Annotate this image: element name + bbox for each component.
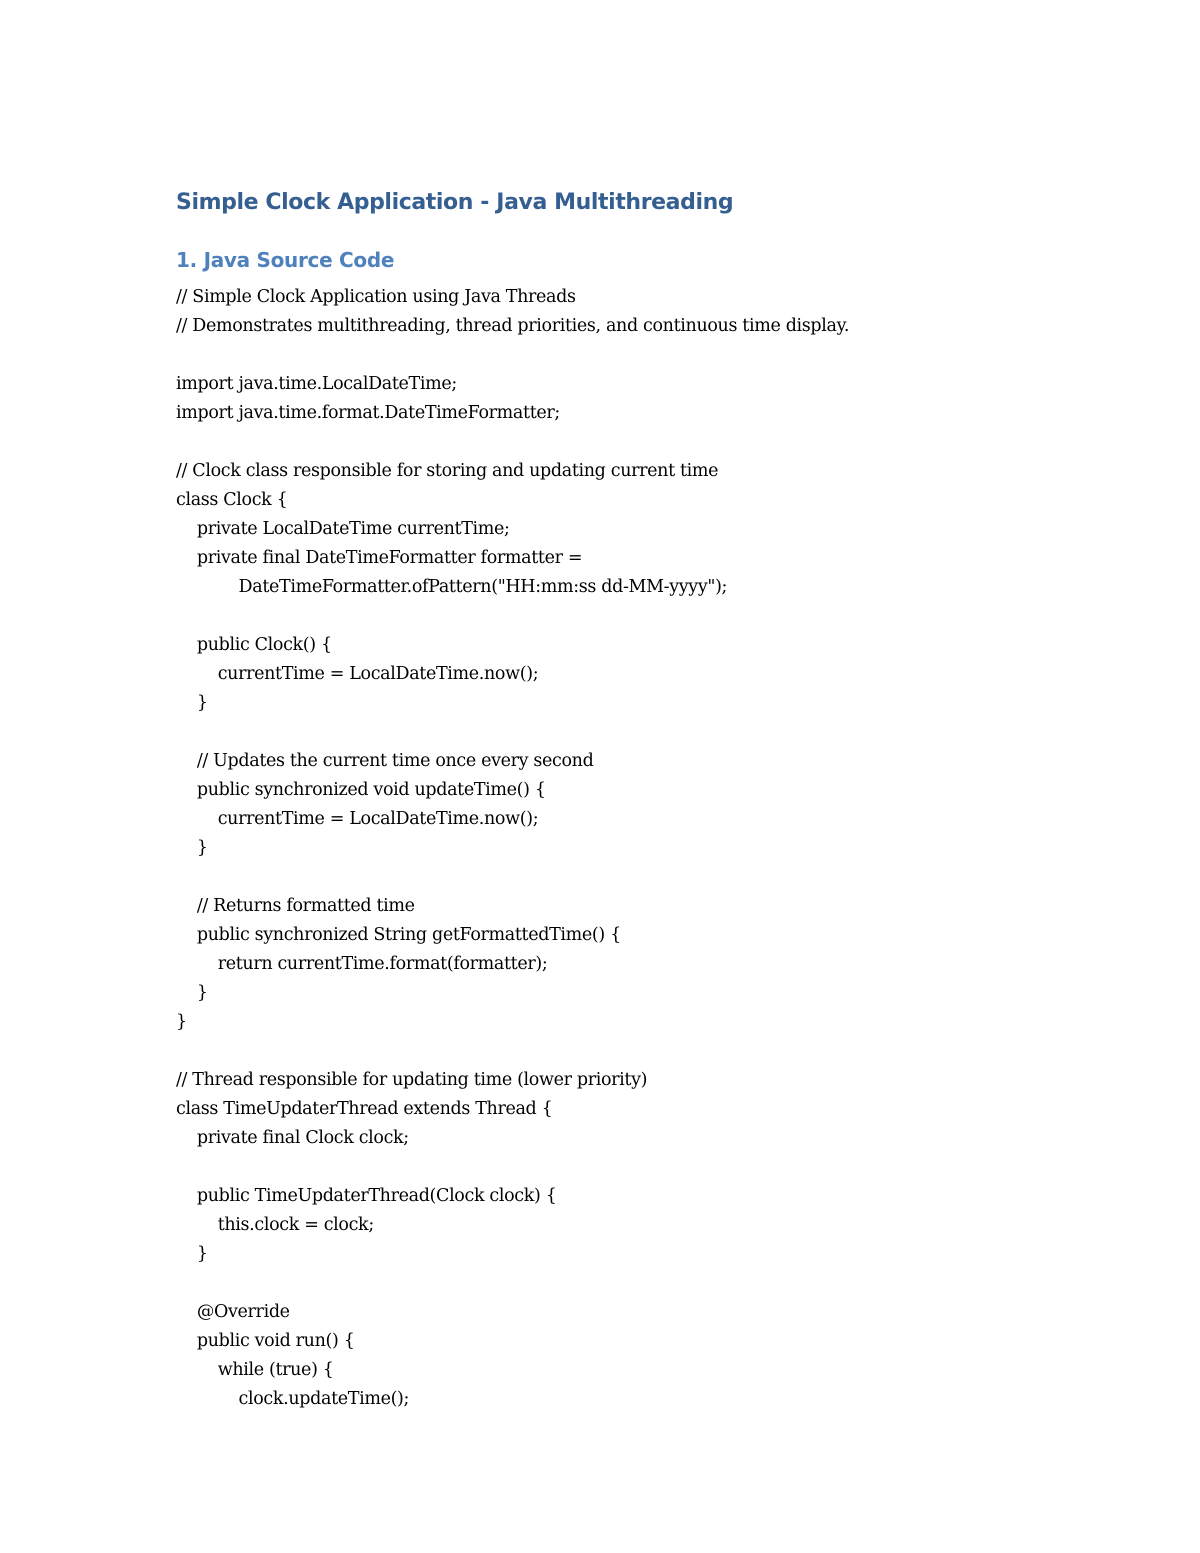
code-line: return currentTime.format(formatter);	[176, 954, 548, 974]
section-heading: 1. Java Source Code	[176, 248, 395, 272]
code-line: public void run() {	[176, 1331, 355, 1351]
code-line: }	[176, 693, 208, 713]
code-line	[176, 1269, 1136, 1298]
code-line: private final DateTimeFormatter formatter =	[176, 548, 583, 568]
code-line: while (true) {	[176, 1360, 334, 1380]
code-line	[176, 863, 1136, 892]
code-line: }	[176, 983, 208, 1003]
code-line: @Override	[176, 1302, 290, 1322]
code-line	[176, 1037, 1136, 1066]
code-line: DateTimeFormatter.ofPattern("HH:mm:ss dd-MM-yyyy");	[176, 577, 728, 597]
code-line	[176, 718, 1136, 747]
code-line: // Thread responsible for updating time (lower priority)	[176, 1070, 648, 1090]
code-line: private LocalDateTime currentTime;	[176, 519, 510, 539]
code-line: class Clock {	[176, 490, 288, 510]
code-line: }	[176, 838, 208, 858]
code-line: public TimeUpdaterThread(Clock clock) {	[176, 1186, 557, 1206]
code-line: // Demonstrates multithreading, thread priorities, and continuous time display.	[176, 316, 850, 336]
code-line: // Returns formatted time	[176, 896, 415, 916]
code-line: import java.time.format.DateTimeFormatter;	[176, 403, 560, 423]
code-line: }	[176, 1244, 208, 1264]
page-title: Simple Clock Application - Java Multithreading	[176, 190, 734, 215]
code-line	[176, 428, 1136, 457]
code-line: currentTime = LocalDateTime.now();	[176, 664, 539, 684]
code-line: public synchronized String getFormattedTime() {	[176, 925, 621, 945]
code-line: clock.updateTime();	[176, 1389, 410, 1409]
code-line: // Updates the current time once every second	[176, 751, 594, 771]
code-line: import java.time.LocalDateTime;	[176, 374, 457, 394]
code-line: private final Clock clock;	[176, 1128, 409, 1148]
code-line: class TimeUpdaterThread extends Thread {	[176, 1099, 553, 1119]
code-line: // Clock class responsible for storing and updating current time	[176, 461, 719, 481]
code-block	[176, 283, 1136, 1414]
code-line	[176, 341, 1136, 370]
code-line: }	[176, 1012, 187, 1032]
code-line: currentTime = LocalDateTime.now();	[176, 809, 539, 829]
code-line: this.clock = clock;	[176, 1215, 374, 1235]
code-line: public Clock() {	[176, 635, 332, 655]
code-line: public synchronized void updateTime() {	[176, 780, 546, 800]
code-line	[176, 602, 1136, 631]
code-line	[176, 1153, 1136, 1182]
code-line: // Simple Clock Application using Java Threads	[176, 287, 576, 307]
